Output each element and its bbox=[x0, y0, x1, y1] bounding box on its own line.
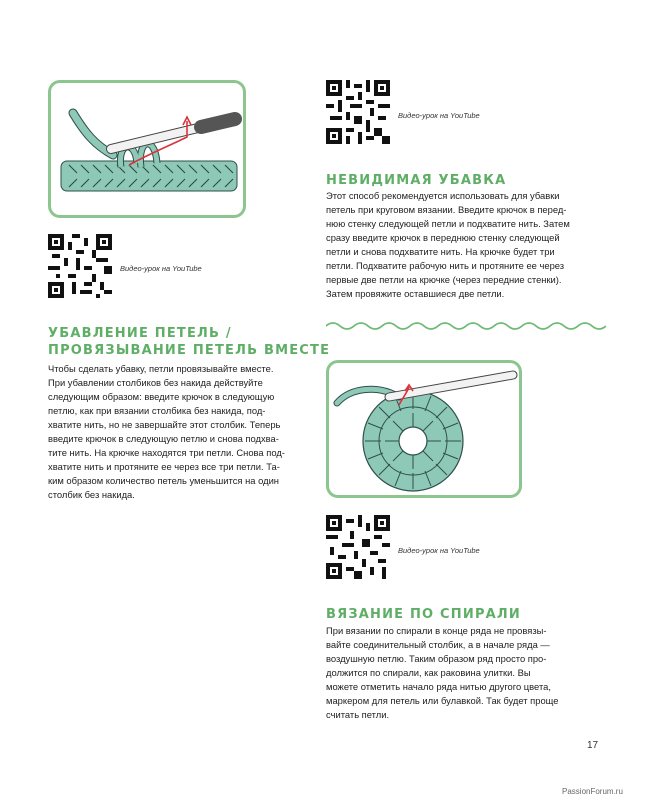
text-line: ким образом количество петель уменьшится на один bbox=[48, 475, 279, 486]
footer-watermark: PassionForum.ru bbox=[562, 787, 623, 796]
illustration-crochet-spiral bbox=[326, 360, 522, 498]
illustration-crochet-row bbox=[48, 80, 246, 218]
text-line: тите нить. На крючке находятся три петли. Снова под- bbox=[48, 447, 285, 458]
section-title-invisible-decrease: НЕВИДИМАЯ УБАВКА bbox=[326, 173, 507, 188]
text-line: хватите нить, но не завершайте этот столбик. Теперь bbox=[48, 419, 281, 430]
qr-caption: Видео-урок на YouTube bbox=[120, 264, 202, 273]
section-body-spiral bbox=[326, 624, 606, 722]
text-line: Чтобы сделать убавку, петли провязывайте вместе. bbox=[48, 363, 274, 374]
text-line: должится по спирали, как раковина улитки. Вы bbox=[326, 667, 531, 678]
qr-code-spiral[interactable] bbox=[326, 515, 390, 579]
text-line: сразу введите крючок в переднюю стенку следующей bbox=[326, 232, 560, 243]
page-number: 17 bbox=[587, 740, 599, 751]
text-line: Затем провяжите оставшиеся две петли. bbox=[326, 288, 505, 299]
section-title-decrease-line2: ПРОВЯЗЫВАНИЕ ПЕТЕЛЬ ВМЕСТЕ bbox=[48, 343, 331, 358]
qr-code-decrease-together[interactable] bbox=[48, 234, 112, 298]
text-line: петли. Подхватите рабочую нить и протяните ее через bbox=[326, 260, 565, 271]
text-line: считать петли. bbox=[326, 709, 390, 720]
section-title-decrease-line1: УБАВЛЕНИЕ ПЕТЕЛЬ / bbox=[48, 326, 232, 341]
qr-icon bbox=[48, 234, 112, 298]
text-line: маркером для петель или булавкой. Так будет проще bbox=[326, 695, 559, 706]
qr-caption: Видео-урок на YouTube bbox=[398, 111, 480, 120]
text-line: петли и снова подхватите нить. На крючке будет три bbox=[326, 246, 555, 257]
text-line: первые две петли на крючке (через передние стенки). bbox=[326, 274, 562, 285]
qr-caption: Видео-урок на YouTube bbox=[398, 546, 480, 555]
section-title-spiral: ВЯЗАНИЕ ПО СПИРАЛИ bbox=[326, 607, 522, 622]
text-line: При вязании по спирали в конце ряда не провязы- bbox=[326, 625, 547, 636]
qr-icon bbox=[326, 515, 390, 579]
crochet-spiral-drawing bbox=[329, 363, 519, 495]
text-line: петель при круговом вязании. Введите крючок в перед- bbox=[326, 204, 567, 215]
text-line: При убавлении столбиков без накида действуйте bbox=[48, 377, 263, 388]
text-line: введите крючок в следующую петлю и снова подхва- bbox=[48, 433, 279, 444]
section-body-decrease bbox=[48, 362, 298, 502]
section-body-invisible-decrease bbox=[326, 189, 606, 301]
text-line: следующим образом: введите крючок в следующую bbox=[48, 391, 275, 402]
text-line: воздушную петлю. Таким образом ряд просто про- bbox=[326, 653, 547, 664]
qr-code-invisible-decrease[interactable] bbox=[326, 80, 390, 144]
qr-icon bbox=[326, 80, 390, 144]
text-line: нюю стенку следующей петли и подхватите нить. Затем bbox=[326, 218, 570, 229]
text-line: петлю, как при вязании столбика без накида, под- bbox=[48, 405, 266, 416]
text-line: Этот способ рекомендуется использовать для убавки bbox=[326, 190, 560, 201]
text-line: столбик без накида. bbox=[48, 489, 135, 500]
crochet-row-drawing bbox=[51, 83, 243, 215]
text-line: можете отметить начало ряда нитью другого цвета, bbox=[326, 681, 551, 692]
wavy-divider bbox=[326, 320, 606, 332]
text-line: вайте соединительный столбик, а в начале ряда — bbox=[326, 639, 550, 650]
text-line: хватите нить и протяните ее через все три петли. Та- bbox=[48, 461, 280, 472]
